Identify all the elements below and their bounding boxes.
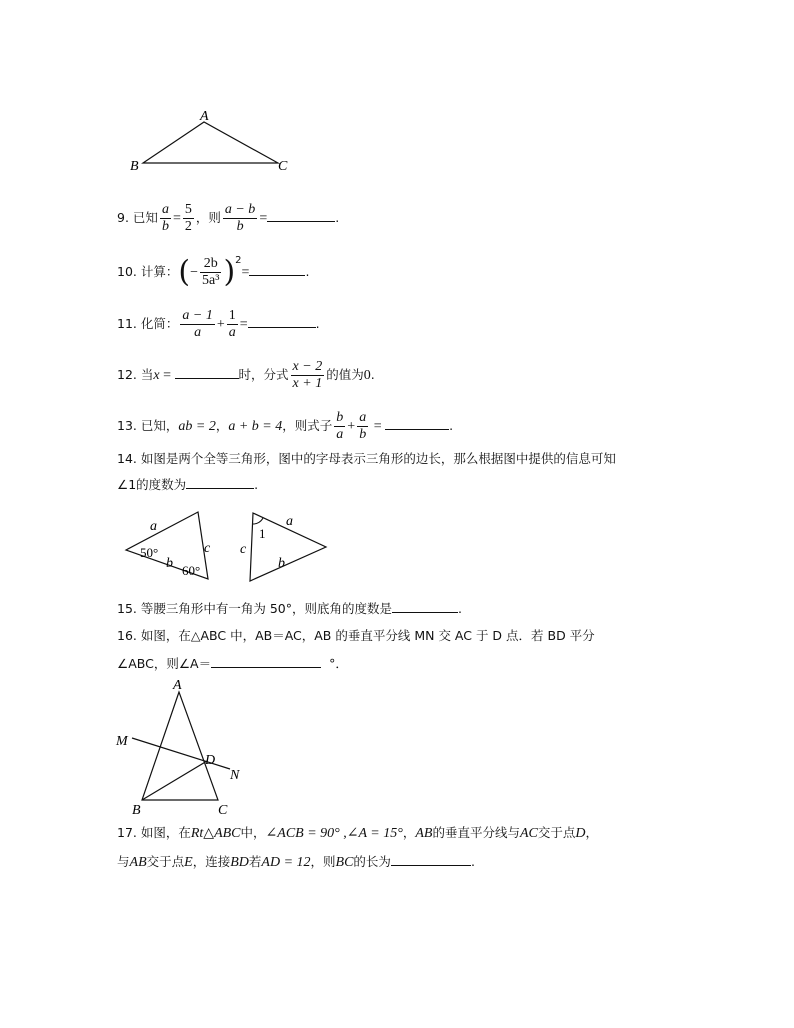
fraction-b-over-a: $\frac{b}{a}$ — [336, 410, 344, 442]
fraction-amb-over-b: $\frac{a - b}{b}$ — [224, 202, 256, 234]
svg-text:60°: 60° — [182, 563, 201, 578]
svg-text:50°: 50° — [140, 545, 159, 560]
question-11: 11. 化简： $\frac{a - 1}{a}$ + $\frac{1}{a}$ = . — [117, 308, 320, 340]
question-12: 12. 当x = 时，分式 $\frac{x - 2}{x + 1}$ 的值为0. — [117, 359, 375, 391]
left-paren: ( — [178, 254, 191, 290]
svg-text:M: M — [116, 734, 128, 749]
svg-text:N: N — [230, 768, 240, 783]
fraction-a-over-b: $\frac{a}{b}$ — [161, 202, 169, 234]
right-paren: ) — [223, 254, 236, 290]
svg-text:b: b — [166, 556, 173, 571]
answer-blank-15[interactable] — [392, 598, 458, 613]
fraction-1-over-a: $\frac{1}{a}$ — [228, 308, 236, 340]
answer-blank-11[interactable] — [248, 313, 316, 328]
label-C: C — [278, 159, 288, 174]
question-17-line2: 与AB交于点E，连接BD若AD = 12，则BC的长为 . — [117, 851, 475, 873]
line-bd — [142, 761, 207, 800]
answer-blank-17[interactable] — [391, 851, 471, 866]
question-14-line2: ∠1的度数为 . — [117, 474, 258, 495]
answer-blank-13[interactable] — [385, 415, 449, 430]
svg-text:A: A — [173, 678, 182, 693]
svg-text:a: a — [286, 514, 293, 529]
svg-text:D: D — [205, 753, 216, 768]
label-B: B — [130, 159, 139, 174]
answer-blank-12[interactable] — [175, 364, 239, 379]
question-16-line1: 16. 如图，在△ABC 中，AB＝AC，AB 的垂直平分线 MN 交 AC 于 D 点．若 BD 平分 — [117, 628, 595, 643]
svg-text:c: c — [240, 542, 247, 557]
answer-blank-14[interactable] — [186, 474, 254, 489]
triangle-abc-shape — [143, 122, 278, 163]
question-17-line1: 17. 如图，在Rt△ABC中，∠ACB = 90° ,∠A = 15°，AB的垂直平分线与AC交于点D， — [117, 825, 599, 841]
fraction-xm2-over-xp1: $\frac{x - 2}{x + 1}$ — [292, 359, 323, 391]
question-13: 13. 已知，ab = 2，a + b = 4，则式子 $\frac{b}{a}$ + $\frac{a}{b}$ = . — [117, 410, 454, 442]
svg-text:B: B — [132, 803, 141, 818]
congruent-triangles-figure — [120, 505, 340, 585]
angle-1-arc — [253, 518, 263, 524]
question-16-line2: ∠ABC，则∠A＝ °． — [117, 653, 348, 674]
question-14-line1: 14. 如图是两个全等三角形，图中的字母表示三角形的边长，那么根据图中提供的信息可知 — [117, 451, 616, 466]
label-A: A — [200, 109, 209, 124]
svg-text:C: C — [218, 803, 228, 818]
question-15: 15. 等腰三角形中有一角为 50°，则底角的度数是 . — [117, 598, 462, 619]
answer-blank-16[interactable] — [211, 653, 321, 668]
question-10: 10. 计算：(− $\frac{2b}{\text{5a³}}$ )$^2$= . — [117, 254, 310, 290]
isosceles-triangle-figure — [112, 676, 262, 821]
answer-blank-10[interactable] — [249, 261, 305, 276]
triangle-abc-figure — [120, 100, 300, 180]
svg-text:c: c — [204, 541, 211, 556]
fraction-a-over-b-2: $\frac{a}{b}$ — [359, 410, 367, 442]
fraction-5-over-2: $\frac{5}{2}$ — [184, 202, 192, 234]
fraction-am1-over-a: $\frac{a - 1}{a}$ — [182, 308, 213, 340]
svg-text:a: a — [150, 519, 157, 534]
svg-text:b: b — [278, 556, 285, 571]
svg-text:1: 1 — [259, 526, 266, 541]
answer-blank-9[interactable] — [267, 207, 335, 222]
fraction-2b-over-5a3: $\frac{2b}{\text{5a³}}$ — [202, 256, 220, 288]
triangle-abc-isosceles — [142, 692, 218, 800]
question-9: 9. 已知 $\frac{a}{b}$ = $\frac{5}{2}$ ，则 $\frac{a - b}{b}$ = . — [117, 202, 340, 234]
line-mn — [132, 738, 230, 769]
